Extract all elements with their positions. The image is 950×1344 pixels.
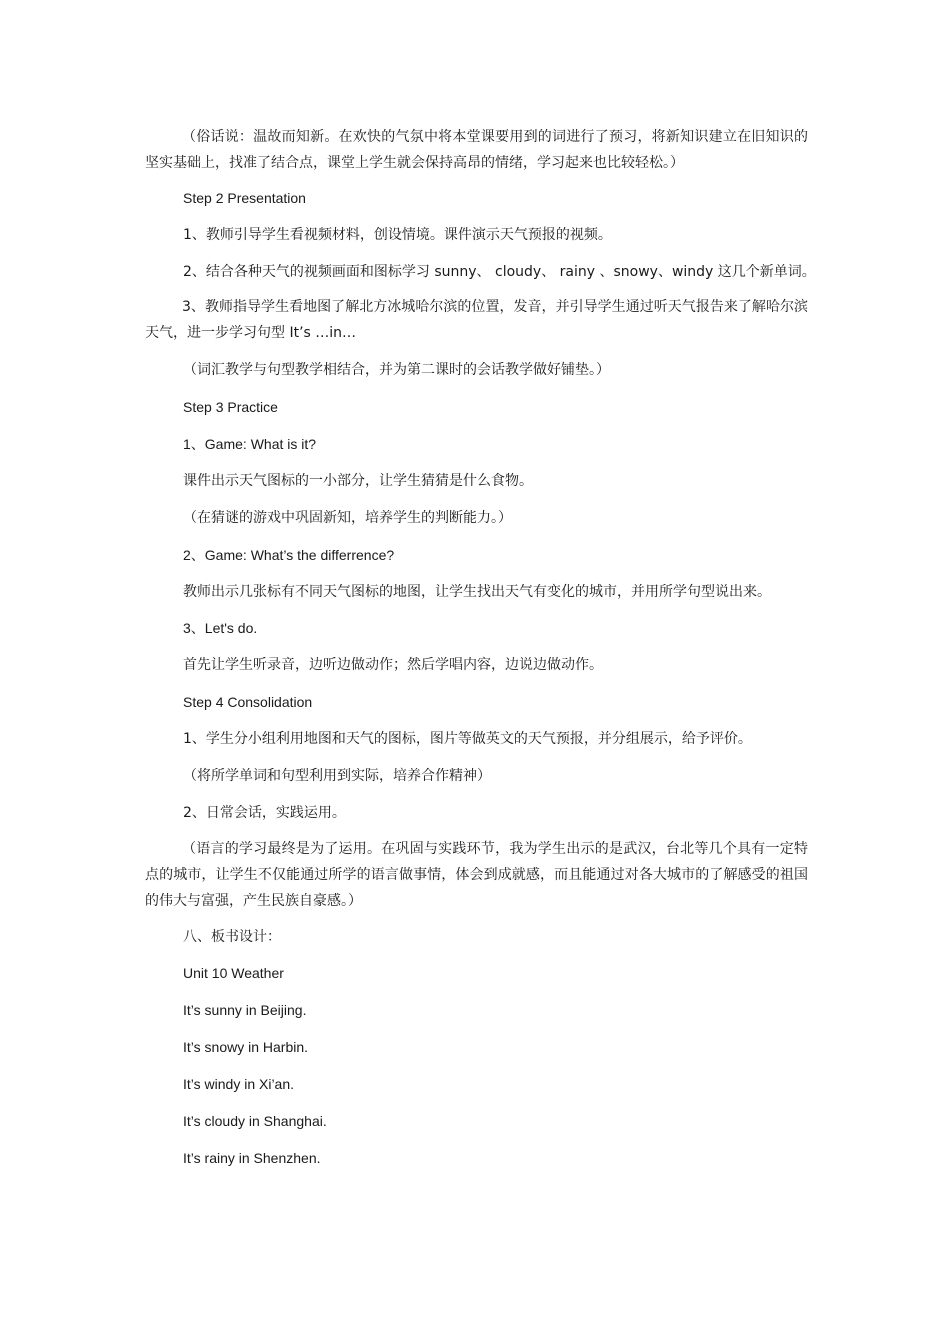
paragraph-game-difference: 2、Game: What’s the differrence? (183, 547, 395, 563)
board-sentence-shenzhen: It’s rainy in Shenzhen. (183, 1150, 321, 1166)
heading-step-2-presentation: Step 2 Presentation (183, 190, 306, 206)
paragraph-game-2-description: 教师出示几张标有不同天气图标的地图，让学生找出天气有变化的城市，并用所学句型说出来。 (183, 584, 771, 600)
paragraph-lets-do-description: 首先让学生听录音，边听边做动作；然后学唱内容，边说边做动作。 (183, 657, 603, 673)
paragraph-consolidation-1: 1、学生分小组利用地图和天气的图标，图片等做英文的天气预报，并分组展示，给予评价。 (183, 731, 752, 747)
board-sentence-shanghai: It’s cloudy in Shanghai. (183, 1113, 327, 1129)
paragraph-review-note: （俗话说：温故而知新。在欢快的气氛中将本堂课要用到的词进行了预习，将新知识建立在旧知识的坚实基础上，找准了结合点，课堂上学生就会保持高昂的情绪，学习起来也比较轻松。） (145, 129, 808, 171)
heading-step-3-practice: Step 3 Practice (183, 399, 278, 415)
paragraph-presentation-2: 2、结合各种天气的视频画面和图标学习 sunny、 cloudy、 rainy 、snowy、windy 这几个新单词。 (183, 264, 816, 280)
paragraph-lets-do: 3、Let's do. (183, 620, 258, 636)
paragraph-application-note: （语言的学习最终是为了运用。在巩固与实践环节，我为学生出示的是武汉，台北等几个具有一定特点的城市，让学生不仅能通过所学的语言做事情，体会到成就感，而且能通过对各大城市的了解感受的祖国的伟大与富强，产生民族自豪感。） (145, 841, 808, 909)
heading-board-design: 八、板书设计： (183, 929, 281, 945)
board-sentence-xian: It’s windy in Xi’an. (183, 1076, 295, 1092)
paragraph-game-what-is-it: 1、Game: What is it? (183, 436, 317, 452)
board-sentence-harbin: It’s snowy in Harbin. (183, 1039, 309, 1055)
paragraph-game-1-note: （在猜谜的游戏中巩固新知，培养学生的判断能力。） (183, 510, 512, 526)
paragraph-consolidation-2: 2、日常会话，实践运用。 (183, 805, 346, 821)
paragraph-presentation-3: 3、教师指导学生看地图了解北方冰城哈尔滨的位置，发音，并引导学生通过听天气报告来了解哈尔滨天气，进一步学习句型 It’s …in… (145, 299, 808, 341)
board-unit-title: Unit 10 Weather (183, 965, 284, 981)
board-sentence-beijing: It’s sunny in Beijing. (183, 1002, 307, 1018)
paragraph-vocabulary-note: （词汇教学与句型教学相结合，并为第二课时的会话教学做好铺垫。） (183, 362, 610, 378)
heading-step-4-consolidation: Step 4 Consolidation (183, 694, 313, 710)
paragraph-game-1-description: 课件出示天气图标的一小部分，让学生猜猜是什么食物。 (183, 473, 533, 489)
paragraph-cooperation-note: （将所学单词和句型利用到实际，培养合作精神） (183, 768, 491, 784)
paragraph-presentation-1: 1、教师引导学生看视频材料，创设情境。课件演示天气预报的视频。 (183, 227, 612, 243)
